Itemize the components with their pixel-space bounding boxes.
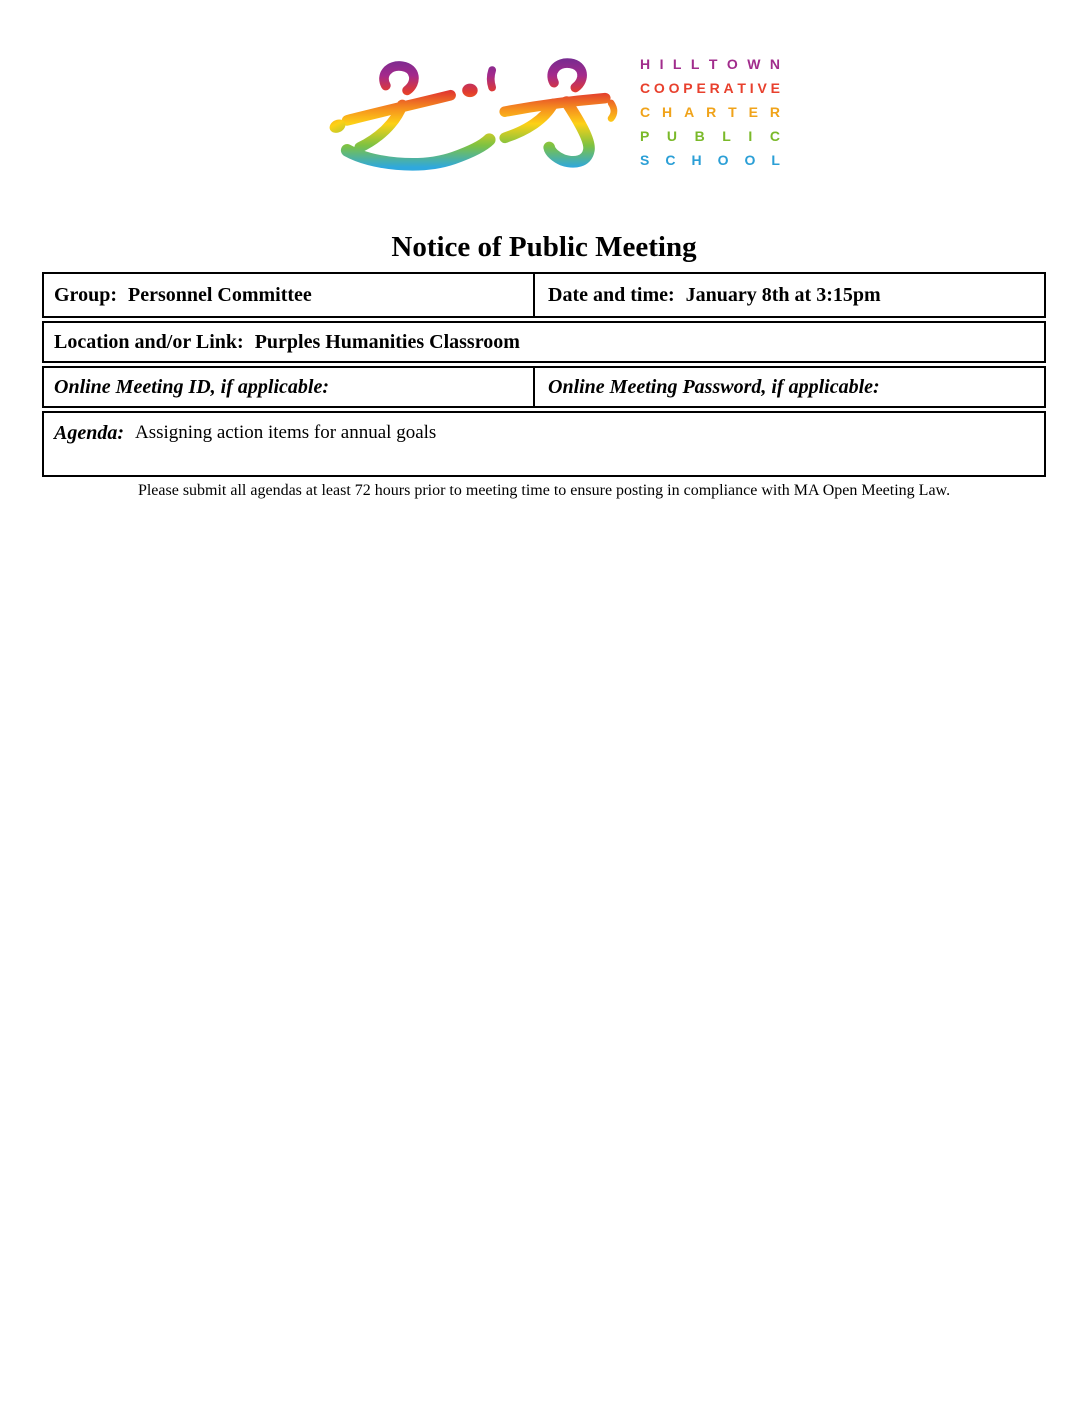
meeting-password-cell — [533, 368, 1044, 406]
group-value: Personnel Committee — [127, 283, 312, 306]
school-name-line: C H A R T E R — [640, 104, 780, 120]
school-name-line: H I L L T O W N — [640, 56, 780, 72]
agenda-value: Assigning action items for annual goals — [135, 422, 437, 443]
school-name — [640, 44, 780, 172]
school-name-line: S C H O O L — [640, 152, 780, 168]
date-time-cell — [533, 274, 1044, 316]
table-row-group-datetime — [42, 272, 1046, 318]
meeting-id-label: Online Meeting ID, if applicable: — [54, 375, 329, 398]
location-value: Purples Humanities Classroom — [254, 330, 520, 353]
group-cell — [44, 274, 533, 316]
table-row-location — [42, 321, 1046, 363]
group-label: Group: — [54, 283, 117, 306]
location-cell — [44, 323, 1044, 361]
school-logo — [0, 0, 1088, 189]
compliance-note: Please submit all agendas at least 72 hours prior to meeting time to ensure posting in compliance with MA Open Meeting Law. — [137, 482, 951, 499]
school-name-line: P U B L I C — [640, 128, 780, 144]
table-row-online-meeting — [42, 366, 1046, 408]
page-title: Notice of Public Meeting — [391, 231, 697, 263]
school-name-line: C O O P E R A T I V E — [640, 80, 780, 96]
table-row-agenda — [42, 411, 1046, 477]
agenda-label: Agenda: — [54, 422, 124, 444]
meeting-notice-table — [42, 272, 1046, 477]
rainbow-dancing-figures-icon — [308, 44, 628, 189]
date-time-label: Date and time: — [548, 283, 675, 306]
date-time-value: January 8th at 3:15pm — [685, 283, 881, 306]
meeting-id-cell — [44, 368, 533, 406]
agenda-cell — [44, 413, 1044, 475]
meeting-password-label: Online Meeting Password, if applicable: — [548, 375, 880, 398]
location-label: Location and/or Link: — [54, 330, 244, 353]
